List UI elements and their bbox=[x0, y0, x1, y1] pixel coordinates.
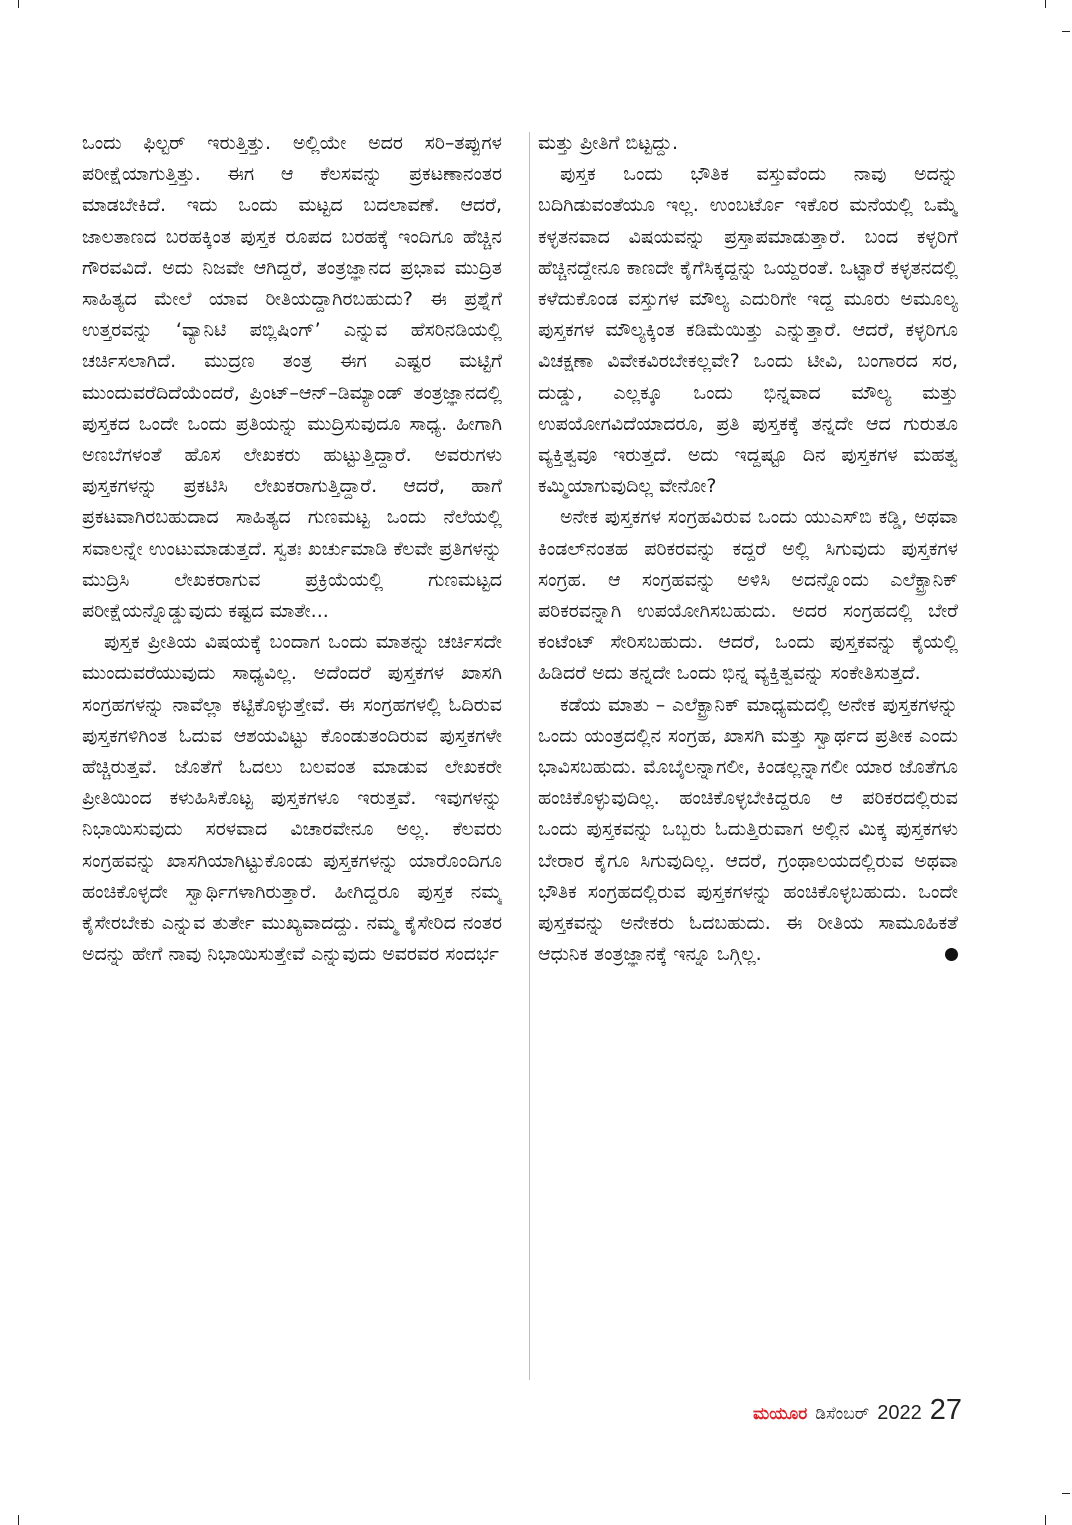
crop-mark-bottom-left bbox=[18, 1515, 19, 1525]
crop-mark-top-right bbox=[1045, 0, 1046, 8]
paragraph: ಮತ್ತು ಪ್ರೀತಿಗೆ ಬಿಟ್ಟದ್ದು. bbox=[538, 132, 679, 154]
paragraph: ಪುಸ್ತಕ ಒಂದು ಭೌತಿಕ ವಸ್ತುವೆಂದು ನಾವು ಅದನ್ನು ಬದಿಗಿಡುವಂತೆಯೂ ಇಲ್ಲ. ಉಂಬರ್ಟೊ ಇಕೊರ ಮನೆಯಲ್ಲಿ ಒಮ್ಮೆ ಕಳ್ಳತನವಾದ ವಿಷಯವನ್ನು ಪ್ರಸ್ತಾಪಮಾಡುತ್ತಾರೆ. ಬಂದ ಕಳ್ಳರಿಗೆ ಹೆಚ್ಚಿನದ್ದೇನೂ ಕಾಣದೇ ಕೈಗೆಸಿಕ್ಕದ್ದನ್ನು ಒಯ್ದರಂತೆ. ಒಟ್ಟಾರೆ ಕಳ್ಳತನದಲ್ಲಿ ಕಳೆದುಕೊಂಡ ವಸ್ತುಗಳ ಮೌಲ್ಯ ಎದುರಿಗೇ ಇದ್ದ ಮೂರು ಅಮೂಲ್ಯ ಪುಸ್ತಕಗಳ ಮೌಲ್ಯಕ್ಕಿಂತ ಕಡಿಮೆಯಿತ್ತು ಎನ್ನುತ್ತಾರೆ. ಆದರೆ, ಕಳ್ಳರಿಗೂ ವಿಚಕ್ಷಣಾ ವಿವೇಕವಿರಬೇಕಲ್ಲವೇ? ಒಂದು ಟೀವಿ, ಬಂಗಾರದ ಸರ, ದುಡ್ಡು, ಎಲ್ಲಕ್ಕೂ ಒಂದು ಭಿನ್ನವಾದ ಮೌಲ್ಯ ಮತ್ತು ಉಪಯೋಗವಿದೆಯಾದರೂ, ಪ್ರತಿ ಪುಸ್ತಕಕ್ಕೆ ತನ್ನದೇ ಆದ ಗುರುತೂ ವ್ಯಕ್ತಿತ್ವವೂ ಇರುತ್ತದೆ. ಅದು ಇದ್ದಷ್ಟೂ ದಿನ ಪುಸ್ತಕಗಳ ಮಹತ್ವ ಕಮ್ಮಿಯಾಗುವುದಿಲ್ಲ ವೇನೋ? bbox=[538, 163, 958, 498]
crop-mark-right-lower bbox=[1062, 1493, 1070, 1494]
paragraph: ಪುಸ್ತಕ ಪ್ರೀತಿಯ ವಿಷಯಕ್ಕೆ ಬಂದಾಗ ಒಂದು ಮಾತನ್ನು ಚರ್ಚಿಸದೇ ಮುಂದುವರೆಯುವುದು ಸಾಧ್ಯವಿಲ್ಲ. ಅದೆಂದರೆ ಪುಸ್ತಕಗಳ ಖಾಸಗಿ ಸಂಗ್ರಹಗಳನ್ನು ನಾವೆಲ್ಲಾ ಕಟ್ಟಿಕೊಳ್ಳುತ್ತೇವೆ. ಈ ಸಂಗ್ರಹಗಳಲ್ಲಿ ಓದಿರುವ ಪುಸ್ತಕಗಳಿಗಿಂತ ಓದುವ ಆಶಯವಿಟ್ಟು ಕೊಂಡುತಂದಿರುವ ಪುಸ್ತಕಗಳೇ ಹೆಚ್ಚಿರುತ್ತವೆ. ಜೊತೆಗೆ ಓದಲು ಬಲವಂತ ಮಾಡುವ ಲೇಖಕರೇ ಪ್ರೀತಿಯಿಂದ ಕಳುಹಿಸಿಕೊಟ್ಟ ಪುಸ್ತಕಗಳೂ ಇರುತ್ತವೆ. ಇವುಗಳನ್ನು ನಿಭಾಯಿಸುವುದು ಸರಳವಾದ ವಿಚಾರವೇನೂ ಅಲ್ಲ. ಕೆಲವರು ಸಂಗ್ರಹವನ್ನು ಖಾಸಗಿಯಾಗಿಟ್ಟುಕೊಂಡು ಪುಸ್ತಕಗಳನ್ನು ಯಾರೊಂದಿಗೂ ಹಂಚಿಕೊಳ್ಳದೇ ಸ್ವಾರ್ಥಿಗಳಾಗಿರುತ್ತಾರೆ. ಹೀಗಿದ್ದರೂ ಪುಸ್ತಕ ನಮ್ಮ ಕೈಸೇರಬೇಕು ಎನ್ನುವ ತುರ್ತೇ ಮುಖ್ಯವಾದದ್ದು. ನಮ್ಮ ಕೈಸೇರಿದ ನಂತರ ಅದನ್ನು ಹೇಗೆ ನಾವು ನಿಭಾಯಿಸುತ್ತೇವೆ ಎನ್ನುವುದು ಅವರವರ ಸಂದರ್ಭ bbox=[82, 631, 502, 966]
right-column bbox=[538, 128, 958, 1388]
crop-mark-bottom-right bbox=[1045, 1515, 1046, 1525]
page-footer bbox=[753, 1394, 962, 1427]
magazine-name: ಮಯೂರ bbox=[753, 1404, 808, 1423]
paragraph-last bbox=[538, 690, 958, 971]
left-column bbox=[82, 128, 502, 1388]
paragraph-last-text: ಕಡೆಯ ಮಾತು – ಎಲೆಕ್ಟ್ರಾನಿಕ್ ಮಾಧ್ಯಮದಲ್ಲಿ ಅನೇಕ ಪುಸ್ತಕಗಳನ್ನು ಒಂದು ಯಂತ್ರದಲ್ಲಿನ ಸಂಗ್ರಹ, ಖಾಸಗಿ ಮತ್ತು ಸ್ವಾರ್ಥದ ಪ್ರತೀಕ ಎಂದು ಭಾವಿಸಬಹುದು. ಮೊಬೈಲನ್ನಾಗಲೀ, ಕಿಂಡಲ್ಲನ್ನಾಗಲೀ ಯಾರ ಜೊತೆಗೂ ಹಂಚಿಕೊಳ್ಳುವುದಿಲ್ಲ. ಹಂಚಿಕೊಳ್ಳಬೇಕಿದ್ದರೂ ಆ ಪರಿಕರದಲ್ಲಿರುವ ಒಂದು ಪುಸ್ತಕವನ್ನು ಒಬ್ಬರು ಓದುತ್ತಿರುವಾಗ ಅಲ್ಲಿನ ಮಿಕ್ಕ ಪುಸ್ತಕಗಳು ಬೇರಾರ ಕೈಗೂ ಸಿಗುವುದಿಲ್ಲ. ಆದರೆ, ಗ್ರಂಥಾಲಯದಲ್ಲಿರುವ ಅಥವಾ ಭೌತಿಕ ಸಂಗ್ರಹದಲ್ಲಿರುವ ಪುಸ್ತಕಗಳನ್ನು ಹಂಚಿಕೊಳ್ಳಬಹುದು. ಒಂದೇ ಪುಸ್ತಕವನ್ನು ಅನೇಕರು ಓದಬಹುದು. ಈ ರೀತಿಯ ಸಾಮೂಹಿಕತೆ ಆಧುನಿಕ ತಂತ್ರಜ್ಞಾನಕ್ಕೆ ಇನ್ನೂ ಒಗ್ಗಿಲ್ಲ. bbox=[538, 693, 958, 966]
page-number: 27 bbox=[929, 1394, 962, 1426]
crop-mark-right-upper bbox=[1062, 31, 1070, 32]
issue-month: ಡಿಸೆಂಬರ್ bbox=[815, 1404, 870, 1423]
article-end-bullet-icon bbox=[945, 948, 958, 961]
crop-mark-top-left bbox=[18, 0, 19, 8]
issue-year: 2022 bbox=[877, 1402, 922, 1424]
paragraph: ಅನೇಕ ಪುಸ್ತಕಗಳ ಸಂಗ್ರಹವಿರುವ ಒಂದು ಯುಎಸ್‌ಬಿ ಕಡ್ಡಿ, ಅಥವಾ ಕಿಂಡಲ್‌ನಂತಹ ಪರಿಕರವನ್ನು ಕದ್ದರೆ ಅಲ್ಲಿ ಸಿಗುವುದು ಪುಸ್ತಕಗಳ ಸಂಗ್ರಹ. ಆ ಸಂಗ್ರಹವನ್ನು ಅಳಿಸಿ ಅದನ್ನೊಂದು ಎಲೆಕ್ಟ್ರಾನಿಕ್ ಪರಿಕರವನ್ನಾಗಿ ಉಪಯೋಗಿಸಬಹುದು. ಅದರ ಸಂಗ್ರಹದಲ್ಲಿ ಬೇರೆ ಕಂಟೆಂಟ್ ಸೇರಿಸಬಹುದು. ಆದರೆ, ಒಂದು ಪುಸ್ತಕವನ್ನು ಕೈಯಲ್ಲಿ ಹಿಡಿದರೆ ಅದು ತನ್ನದೇ ಒಂದು ಭಿನ್ನ ವ್ಯಕ್ತಿತ್ವವನ್ನು ಸಂಕೇತಿಸುತ್ತದೆ. bbox=[538, 506, 958, 685]
paragraph: ಒಂದು ಫಿಲ್ಟರ್ ಇರುತ್ತಿತ್ತು. ಅಲ್ಲಿಯೇ ಅದರ ಸರಿ–ತಪ್ಪುಗಳ ಪರೀಕ್ಷೆಯಾಗುತ್ತಿತ್ತು. ಈಗ ಆ ಕೆಲಸವನ್ನು ಪ್ರಕಟಣಾನಂತರ ಮಾಡಬೇಕಿದೆ. ಇದು ಒಂದು ಮಟ್ಟದ ಬದಲಾವಣೆ. ಆದರೆ, ಜಾಲತಾಣದ ಬರಹಕ್ಕಿಂತ ಪುಸ್ತಕ ರೂಪದ ಬರಹಕ್ಕೆ ಇಂದಿಗೂ ಹೆಚ್ಚಿನ ಗೌರವವಿದೆ. ಅದು ನಿಜವೇ ಆಗಿದ್ದರೆ, ತಂತ್ರಜ್ಞಾನದ ಪ್ರಭಾವ ಮುದ್ರಿತ ಸಾಹಿತ್ಯದ ಮೇಲೆ ಯಾವ ರೀತಿಯದ್ದಾಗಿರಬಹುದು? ಈ ಪ್ರಶ್ನೆಗೆ ಉತ್ತರವನ್ನು ‘ವ್ಯಾನಿಟಿ ಪಬ್ಲಿಷಿಂಗ್’ ಎನ್ನುವ ಹೆಸರಿನಡಿಯಲ್ಲಿ ಚರ್ಚಿಸಲಾಗಿದೆ. ಮುದ್ರಣ ತಂತ್ರ ಈಗ ಎಷ್ಟರ ಮಟ್ಟಿಗೆ ಮುಂದುವರೆದಿದೆಯೆಂದರೆ, ಪ್ರಿಂಟ್–ಆನ್–ಡಿಮ್ಯಾಂಡ್ ತಂತ್ರಜ್ಞಾನದಲ್ಲಿ ಪುಸ್ತಕದ ಒಂದೇ ಒಂದು ಪ್ರತಿಯನ್ನು ಮುದ್ರಿಸುವುದೂ ಸಾಧ್ಯ. ಹೀಗಾಗಿ ಅಣಬೆಗಳಂತೆ ಹೊಸ ಲೇಖಕರು ಹುಟ್ಟುತ್ತಿದ್ದಾರೆ. ಅವರುಗಳು ಪುಸ್ತಕಗಳನ್ನು ಪ್ರಕಟಿಸಿ ಲೇಖಕರಾಗುತ್ತಿದ್ದಾರೆ. ಆದರೆ, ಹಾಗೆ ಪ್ರಕಟವಾಗಿರಬಹುದಾದ ಸಾಹಿತ್ಯದ ಗುಣಮಟ್ಟ ಒಂದು ನೆಲೆಯಲ್ಲಿ ಸವಾಲನ್ನೇ ಉಂಟುಮಾಡುತ್ತದೆ. ಸ್ವತಃ ಖರ್ಚುಮಾಡಿ ಕೆಲವೇ ಪ್ರತಿಗಳನ್ನು ಮುದ್ರಿಸಿ ಲೇಖಕರಾಗುವ ಪ್ರಕ್ರಿಯೆಯಲ್ಲಿ ಗುಣಮಟ್ಟದ ಪರೀಕ್ಷೆಯನ್ನೊಡ್ಡುವುದು ಕಷ್ಟದ ಮಾತೇ... bbox=[82, 132, 502, 623]
article-body bbox=[82, 128, 970, 1388]
